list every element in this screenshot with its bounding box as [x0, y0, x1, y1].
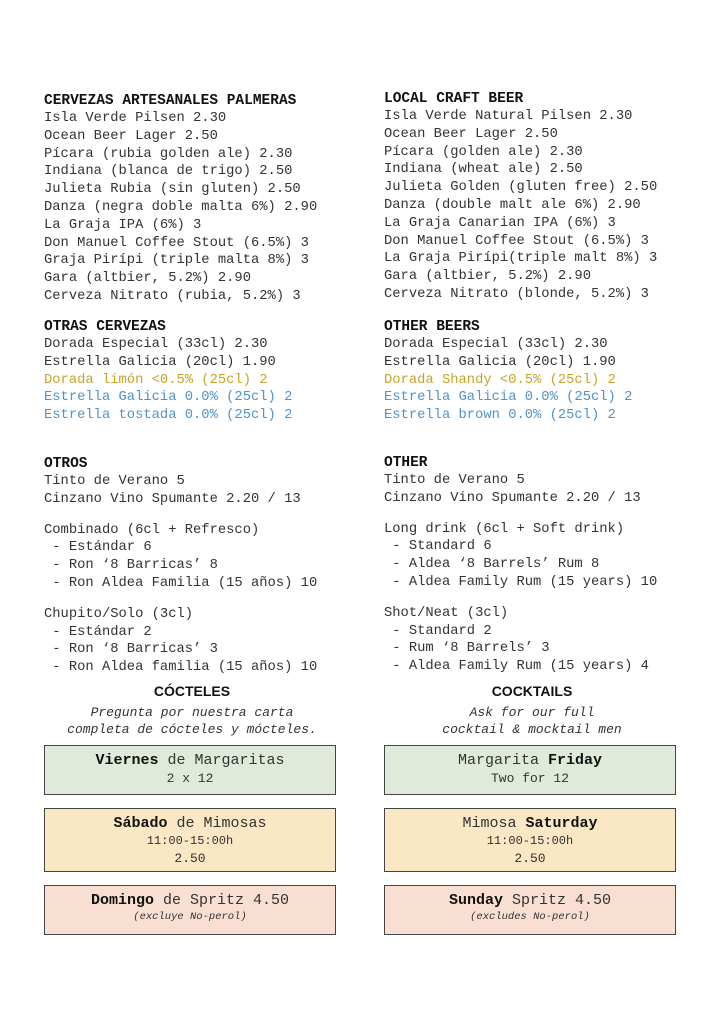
promo-day: Friday [548, 752, 603, 769]
craft-beer-section [44, 92, 374, 306]
menu-item: Graja Pirípi (triple malta 8%) 3 [44, 253, 309, 269]
craft-beer-section [384, 90, 714, 304]
promo-name: Mimosa [462, 815, 526, 832]
menu-item: Indiana (blanca de trigo) 2.50 [44, 164, 293, 180]
menu-item: Pícara (golden ale) 2.30 [384, 144, 583, 160]
menu-item: - Estándar 6 [44, 540, 152, 556]
menu-item: Isla Verde Pilsen 2.30 [44, 111, 227, 126]
section-title: OTRAS CERVEZAS [44, 319, 166, 335]
promo-hours: 11:00-15:00h [486, 834, 574, 848]
promo-day: Viernes [95, 752, 159, 769]
promo-day: Saturday [525, 815, 598, 832]
others-section [384, 454, 714, 676]
others-section [44, 455, 374, 677]
menu-item: Ocean Beer Lager 2.50 [384, 126, 558, 142]
menu-item: Don Manuel Coffee Stout (6.5%) 3 [384, 233, 649, 249]
menu-item: Isla Verde Natural Pilsen 2.30 [384, 109, 633, 124]
menu-item: - Standard 6 [384, 539, 492, 555]
promo-box-friday [384, 745, 676, 795]
note-line: cocktail & mocktail men [442, 722, 622, 737]
promo-price: 2.50 [174, 851, 206, 866]
menu-item: Estrella tostada 0.0% (25cl) 2 [44, 408, 293, 424]
menu-item: Cerveza Nitrato (rubia, 5.2%) 3 [44, 288, 301, 304]
other-beers-section [384, 318, 714, 425]
menu-item: Indiana (wheat ale) 2.50 [384, 162, 583, 178]
menu-item: Estrella Galicia 0.0% (25cl) 2 [44, 390, 293, 406]
promo-box-saturday [384, 808, 676, 872]
promo-box-sunday [384, 885, 676, 935]
subsection-title: Shot/Neat (3cl) [384, 605, 509, 621]
menu-item: Danza (negra doble malta 6%) 2.90 [44, 199, 318, 215]
menu-item: Don Manuel Coffee Stout (6.5%) 3 [44, 235, 309, 251]
menu-item: Cinzano Vino Spumante 2.20 / 13 [44, 491, 301, 507]
menu-item: La Graja IPA (6%) 3 [44, 217, 202, 233]
menu-item: Ocean Beer Lager 2.50 [44, 128, 218, 144]
promo-day: Sábado [113, 815, 168, 832]
section-title: CERVEZAS ARTESANALES PALMERAS [44, 93, 297, 109]
menu-item: - Ron ‘8 Barricas’ 3 [44, 642, 218, 658]
promo-box-friday [44, 745, 336, 795]
menu-item: Estrella brown 0.0% (25cl) 2 [384, 408, 616, 424]
menu-item: Estrella Galicia (20cl) 1.90 [44, 354, 276, 370]
promo-name: de Margaritas [158, 752, 285, 769]
menu-item: Gara (altbier, 5.2%) 2.90 [384, 269, 591, 285]
menu-item: Dorada Shandy <0.5% (25cl) 2 [384, 372, 616, 388]
promo-day: Sunday [448, 892, 503, 909]
promo-name: Margarita [457, 752, 548, 769]
section-title: OTHER [384, 455, 428, 471]
cocktails-note [44, 704, 340, 738]
menu-item: - Estándar 2 [44, 624, 152, 640]
menu-item: - Aldea Family Rum (15 years) 10 [384, 574, 658, 590]
note-line: completa de cócteles y mócteles. [67, 722, 317, 737]
menu-item: La Graja Canarian IPA (6%) 3 [384, 215, 616, 231]
menu-item: - Ron ‘8 Barricas’ 8 [44, 558, 218, 574]
menu-item: La Graja Pirípi(triple malt 8%) 3 [384, 251, 658, 267]
promo-name: de Mimosas [167, 815, 267, 832]
promo-price: 2.50 [514, 851, 546, 866]
menu-item: Tinto de Verano 5 [384, 473, 525, 488]
menu-item: Danza (double malt ale 6%) 2.90 [384, 197, 641, 213]
menu-item: - Aldea Family Rum (15 years) 4 [384, 659, 649, 675]
subsection-title: Long drink (6cl + Soft drink) [384, 521, 625, 537]
section-title: OTHER BEERS [384, 319, 480, 335]
promo-name: Spritz 4.50 [502, 892, 612, 909]
menu-item: Dorada limón <0.5% (25cl) 2 [44, 372, 268, 388]
menu-item: Cinzano Vino Spumante 2.20 / 13 [384, 490, 641, 506]
menu-item: Julieta Rubia (sin gluten) 2.50 [44, 182, 301, 198]
menu-item: - Ron Aldea Familia (15 años) 10 [44, 575, 318, 591]
promo-detail: 2 x 12 [166, 771, 214, 786]
cocktails-title: COCKTAILS [491, 683, 573, 699]
cocktails-note [384, 704, 680, 738]
promo-box-saturday [44, 808, 336, 872]
promo-note: (excluye No-perol) [133, 911, 247, 923]
menu-item: - Standard 2 [384, 623, 492, 639]
subsection-title: Chupito/Solo (3cl) [44, 606, 194, 622]
note-line: Ask for our full [469, 705, 595, 720]
promo-day: Domingo [90, 892, 154, 909]
menu-item: Estrella Galicia (20cl) 1.90 [384, 354, 616, 370]
promo-name: de Spritz 4.50 [153, 892, 290, 909]
promo-note: (excludes No-perol) [470, 911, 590, 923]
note-line: Pregunta por nuestra carta [90, 705, 294, 720]
menu-item: Julieta Golden (gluten free) 2.50 [384, 180, 658, 196]
menu-item: - Aldea ‘8 Barrels’ Rum 8 [384, 557, 600, 573]
menu-item: Cerveza Nitrato (blonde, 5.2%) 3 [384, 286, 649, 302]
promo-box-sunday [44, 885, 336, 935]
other-beers-section [44, 318, 374, 425]
subsection-title: Combinado (6cl + Refresco) [44, 522, 260, 538]
menu-item: - Ron Aldea familia (15 años) 10 [44, 660, 318, 676]
menu-item: Dorada Especial (33cl) 2.30 [384, 337, 608, 352]
promo-detail: Two for 12 [490, 771, 569, 786]
menu-item: - Rum ‘8 Barrels’ 3 [384, 641, 550, 657]
cocktails-title: CÓCTELES [153, 683, 231, 699]
menu-item: Dorada Especial (33cl) 2.30 [44, 337, 268, 352]
promo-hours: 11:00-15:00h [146, 834, 234, 848]
section-title: LOCAL CRAFT BEER [384, 91, 524, 107]
section-title: OTROS [44, 456, 88, 472]
menu-item: Gara (altbier, 5.2%) 2.90 [44, 271, 251, 287]
menu-item: Tinto de Verano 5 [44, 474, 185, 489]
menu-item: Pícara (rubia golden ale) 2.30 [44, 146, 293, 162]
menu-item: Estrella Galicia 0.0% (25cl) 2 [384, 390, 633, 406]
